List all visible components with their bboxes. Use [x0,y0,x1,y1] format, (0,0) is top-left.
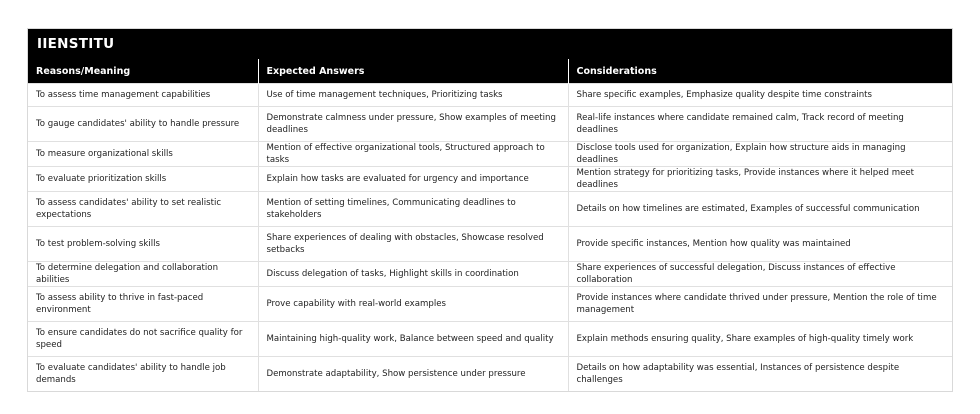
cell-consideration: Disclose tools used for organization, Explain how structure aids in managing deadlines [568,142,952,167]
table-row [28,167,952,192]
cell-reason: To ensure candidates do not sacrifice quality for speed [28,322,258,357]
cell-expected: Demonstrate calmness under pressure, Show examples of meeting deadlines [258,107,568,142]
table-row [28,287,952,322]
table-row [28,357,952,392]
cell-consideration: Details on how adaptability was essential, Instances of persistence despite challenges [568,357,952,392]
header-expected-answers: Expected Answers [258,59,568,84]
cell-reason: To assess time management capabilities [28,84,258,107]
table-row [28,142,952,167]
cell-consideration: Explain methods ensuring quality, Share examples of high-quality timely work [568,322,952,357]
table-row [28,227,952,262]
header-reasons: Reasons/Meaning [28,59,258,84]
cell-reason: To gauge candidates' ability to handle pressure [28,107,258,142]
cell-reason: To evaluate prioritization skills [28,167,258,192]
cell-reason: To assess ability to thrive in fast-paced environment [28,287,258,322]
cell-expected: Maintaining high-quality work, Balance between speed and quality [258,322,568,357]
cell-reason: To test problem-solving skills [28,227,258,262]
cell-consideration: Mention strategy for prioritizing tasks, Provide instances where it helped meet deadlines [568,167,952,192]
cell-reason: To assess candidates' ability to set realistic expectations [28,192,258,227]
data-table [28,59,952,391]
header-row [28,59,952,84]
brand-title: IIENSTITU [28,29,952,59]
table-row [28,262,952,287]
cell-expected: Prove capability with real-world examples [258,287,568,322]
cell-consideration: Share specific examples, Emphasize quality despite time constraints [568,84,952,107]
table-container [27,28,953,392]
table-row [28,322,952,357]
table-row [28,192,952,227]
cell-consideration: Provide instances where candidate thrived under pressure, Mention the role of time management [568,287,952,322]
cell-expected: Mention of effective organizational tools, Structured approach to tasks [258,142,568,167]
header-considerations: Considerations [568,59,952,84]
table-row [28,107,952,142]
cell-expected: Mention of setting timelines, Communicating deadlines to stakeholders [258,192,568,227]
cell-expected: Use of time management techniques, Prioritizing tasks [258,84,568,107]
cell-reason: To determine delegation and collaboration abilities [28,262,258,287]
cell-expected: Demonstrate adaptability, Show persistence under pressure [258,357,568,392]
cell-consideration: Share experiences of successful delegation, Discuss instances of effective collaboration [568,262,952,287]
cell-expected: Discuss delegation of tasks, Highlight skills in coordination [258,262,568,287]
table-row [28,84,952,107]
cell-consideration: Provide specific instances, Mention how quality was maintained [568,227,952,262]
cell-reason: To evaluate candidates' ability to handle job demands [28,357,258,392]
cell-expected: Explain how tasks are evaluated for urgency and importance [258,167,568,192]
cell-consideration: Real-life instances where candidate remained calm, Track record of meeting deadlines [568,107,952,142]
cell-consideration: Details on how timelines are estimated, Examples of successful communication [568,192,952,227]
cell-reason: To measure organizational skills [28,142,258,167]
cell-expected: Share experiences of dealing with obstacles, Showcase resolved setbacks [258,227,568,262]
